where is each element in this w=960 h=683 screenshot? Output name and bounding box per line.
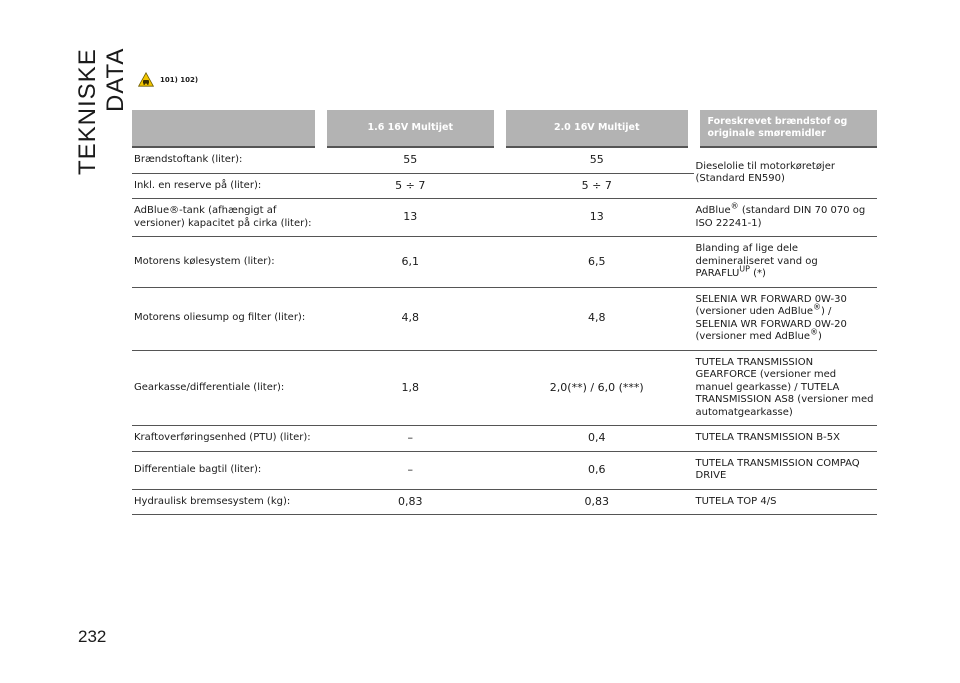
row-label: Differentiale bagtil (liter): [132, 451, 321, 489]
value-1-6: 55 [321, 147, 500, 173]
value-1-6: 5 ÷ 7 [321, 173, 500, 199]
table-row [132, 489, 877, 515]
value-1-6: – [321, 426, 500, 452]
spec-adblue-part: (standard DIN 70 070 og ISO 22241-1) [695, 205, 866, 229]
spec-coolant-part: (*) [749, 268, 766, 279]
spec-rear-differential: TUTELA TRANSMISSION COMPAQ DRIVE [694, 451, 878, 489]
registered-mark: ® [810, 327, 819, 337]
spec-engine-oil [694, 287, 878, 350]
warning-reference [138, 72, 198, 87]
row-label: Motorens oliesump og filter (liter): [132, 287, 321, 350]
fluids-capacity-table [132, 110, 877, 515]
spec-oil-part: SELENIA WR FORWARD 0W-30 (versioner uden AdBlue [695, 293, 847, 317]
value-2-0: 2,0(**) / 6,0 (***) [500, 350, 694, 426]
row-label: Inkl. en reserve på (liter): [132, 173, 321, 199]
value-2-0: 0,83 [500, 489, 694, 515]
table-row [132, 350, 877, 426]
value-1-6: 13 [321, 199, 500, 237]
table-row [132, 287, 877, 350]
row-label: Motorens kølesystem (liter): [132, 237, 321, 288]
coolant-superscript: UP [739, 264, 750, 274]
warning-refs: 101) 102) [160, 75, 199, 84]
table-row [132, 451, 877, 489]
spec-coolant [694, 237, 878, 288]
spec-gearbox: TUTELA TRANSMISSION GEARFORCE (versioner med manuel gearkasse) / TUTELA TRANSMISSION AS8 (versioner med automatgearkasse) [694, 350, 878, 426]
warning-triangle-icon [138, 72, 154, 87]
value-1-6: 0,83 [321, 489, 500, 515]
header-engine-1-6: 1.6 16V Multijet [321, 110, 500, 147]
registered-mark: ® [730, 201, 739, 211]
row-label: Gearkasse/differentiale (liter): [132, 350, 321, 426]
value-1-6: – [321, 451, 500, 489]
row-label: Brændstoftank (liter): [132, 147, 321, 173]
registered-mark: ® [812, 302, 821, 312]
table-row [132, 147, 877, 173]
spec-adblue-part: AdBlue [695, 205, 731, 216]
row-label: AdBlue®-tank (afhængigt af versioner) kapacitet på cirka (liter): [132, 199, 321, 237]
value-1-6: 1,8 [321, 350, 500, 426]
value-2-0: 4,8 [500, 287, 694, 350]
spec-fuel: Dieselolie til motorkøretøjer (Standard EN590) [694, 147, 878, 199]
page-number: 232 [78, 627, 107, 646]
spec-oil-part: ) [818, 331, 822, 342]
header-blank [132, 110, 321, 147]
value-1-6: 6,1 [321, 237, 500, 288]
value-2-0: 0,4 [500, 426, 694, 452]
spec-coolant-part: Blanding af lige dele demineraliseret vand og PARAFLU [695, 243, 818, 279]
value-1-6: 4,8 [321, 287, 500, 350]
value-2-0: 5 ÷ 7 [500, 173, 694, 199]
value-2-0: 55 [500, 147, 694, 173]
header-fuel-lubricants: Foreskrevet brændstof og originale smøremidler [694, 110, 878, 147]
row-label: Hydraulisk bremsesystem (kg): [132, 489, 321, 515]
table-header-row [132, 110, 877, 147]
header-engine-2-0: 2.0 16V Multijet [500, 110, 694, 147]
spec-adblue [694, 199, 878, 237]
table-row [132, 426, 877, 452]
table-row [132, 237, 877, 288]
value-2-0: 13 [500, 199, 694, 237]
row-label: Kraftoverføringsenhed (PTU) (liter): [132, 426, 321, 452]
value-2-0: 0,6 [500, 451, 694, 489]
table-row [132, 199, 877, 237]
spec-oil-part: ) / SELENIA WR FORWARD 0W-20 (versioner med AdBlue [695, 306, 847, 342]
spec-brake-fluid: TUTELA TOP 4/S [694, 489, 878, 515]
section-title: TEKNISKE DATA [74, 48, 129, 175]
spec-ptu: TUTELA TRANSMISSION B-5X [694, 426, 878, 452]
value-2-0: 6,5 [500, 237, 694, 288]
